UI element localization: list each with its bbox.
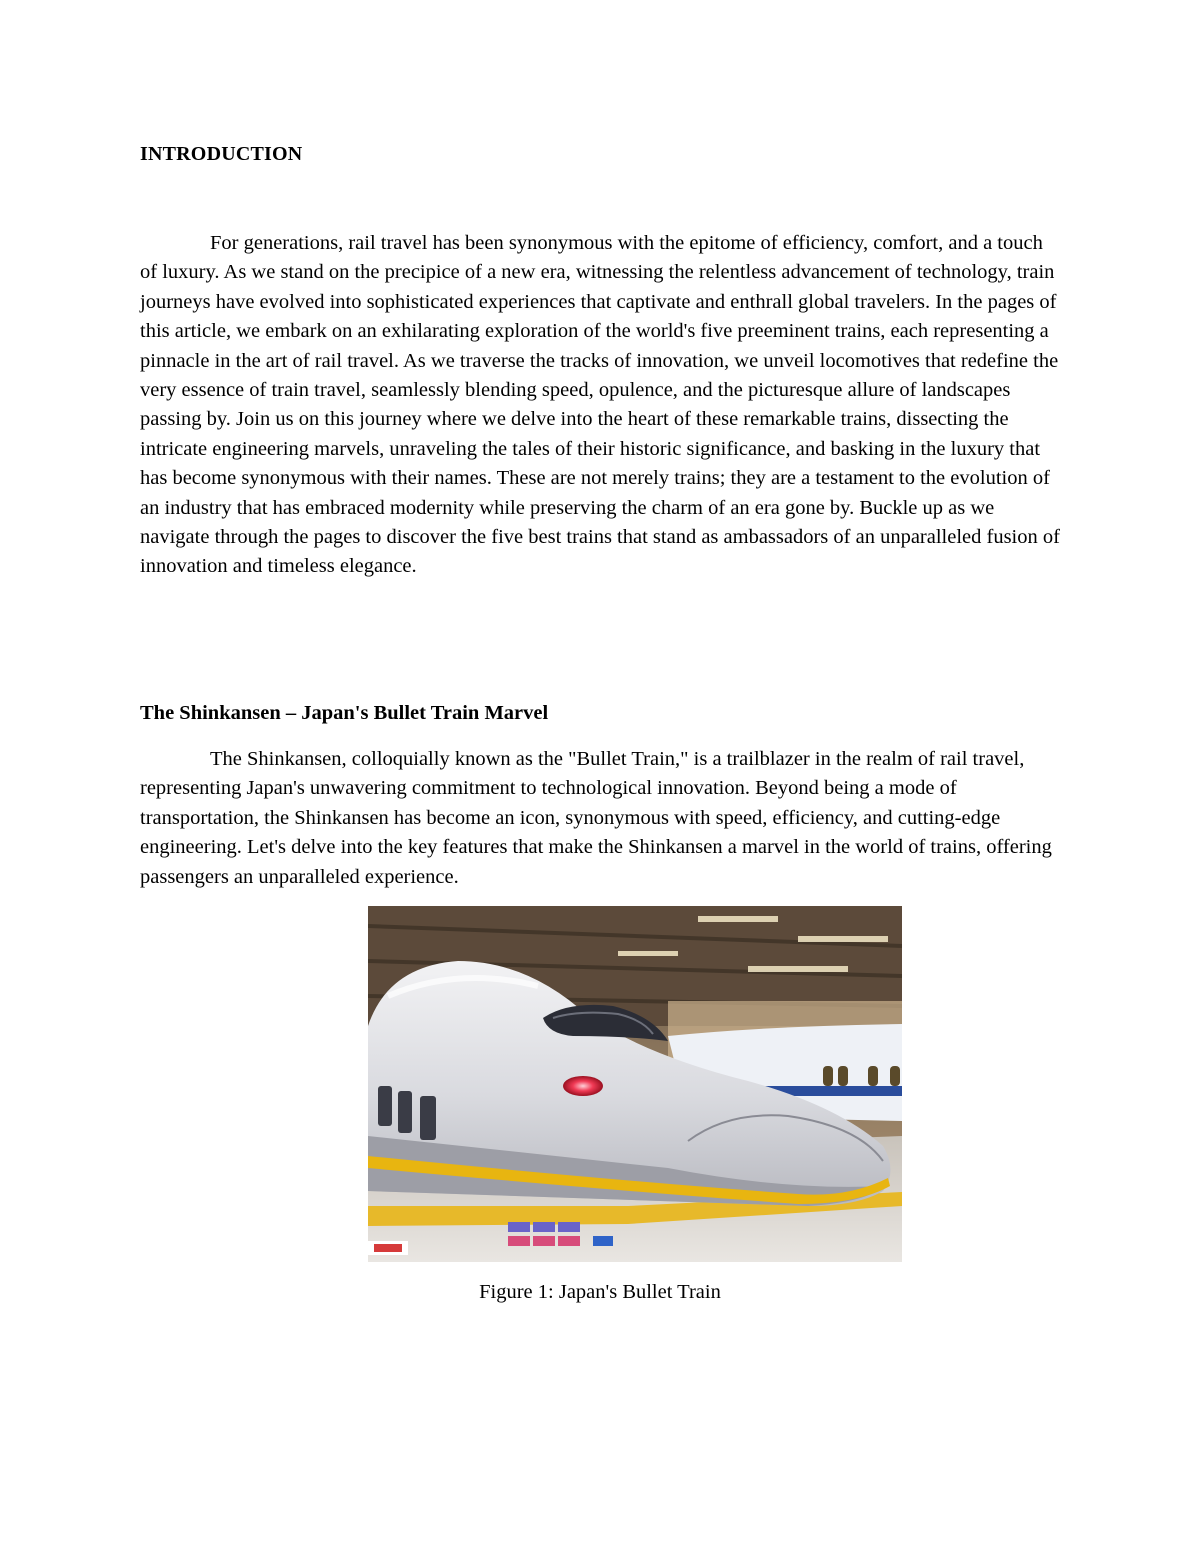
introduction-paragraph: For generations, rail travel has been synonymous with the epitome of efficiency, comfort, and a touch of luxury. As we stand on the precipice of a new era, witnessing the relentless advancement of technology, train journeys have evolved into sophisticated experiences that captivate and enthrall global travelers. In the pages of this article, we embark on an exhilarating exploration of the world's five preeminent trains, each representing a pinnacle in the art of rail travel. As we traverse the tracks of innovation, we unveil locomotives that redefine the very essence of train travel, seamlessly blending speed, opulence, and the picturesque allure of landscapes passing by. Join us on this journey where we delve into the heart of these remarkable trains, dissecting the intricate engineering marvels, unraveling the tales of their historic significance, and basking in the luxury that has become synonymous with their names. These are not merely trains; they are a testament to the evolution of an industry that has embraced modernity while preserving the charm of an era gone by. Buckle up as we navigate through the pages to discover the five best trains that stand as ambassadors of an unparalleled fusion of innovation and timeless elegance. <box>140 232 1060 578</box>
bullet-train-photo <box>368 906 902 1262</box>
introduction-heading: INTRODUCTION <box>140 143 303 165</box>
shinkansen-paragraph: The Shinkansen, colloquially known as the "Bullet Train," is a trailblazer in the realm of rail travel, representing Japan's unwavering commitment to technological innovation. Beyond being a mode of transportation, the Shinkansen has become an icon, synonymous with speed, efficiency, and cutting-edge engineering. Let's delve into the key features that make the Shinkansen a marvel in the world of trains, offering passengers an unparalleled experience. <box>140 748 1052 888</box>
figure-caption: Figure 1: Japan's Bullet Train <box>479 1281 721 1303</box>
shinkansen-heading: The Shinkansen – Japan's Bullet Train Marvel <box>140 702 549 724</box>
